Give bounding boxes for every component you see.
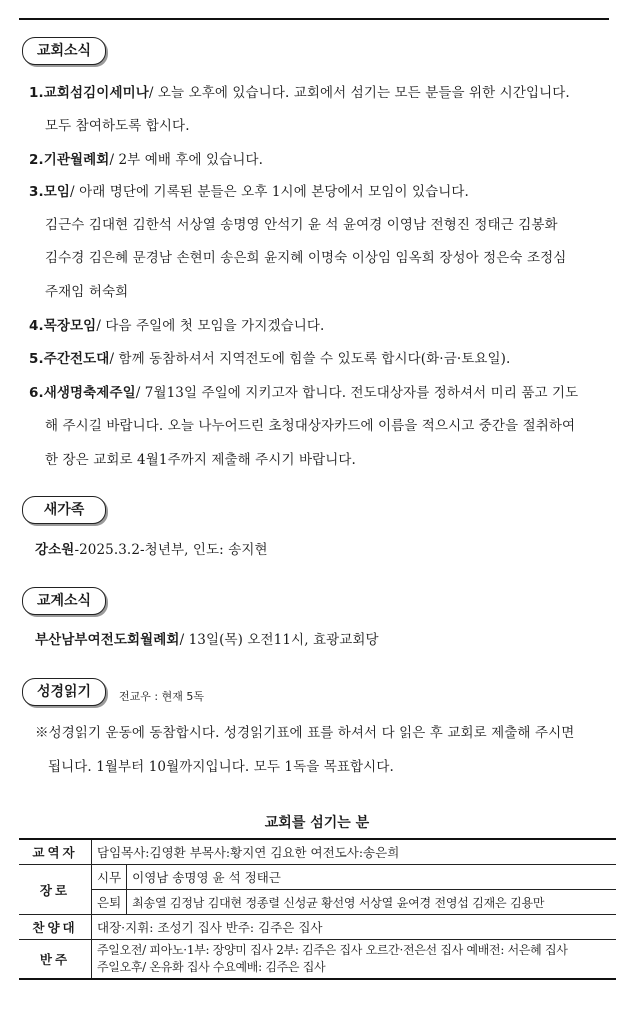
news-item-text: / 다음 주일에 첫 모임을 가지겠습니다.	[96, 318, 325, 334]
related-news-entry	[35, 628, 379, 648]
sub-role-active: 시무	[92, 865, 127, 890]
news-item-title: 기관월례회	[43, 152, 110, 168]
news-item-number: 1.	[29, 85, 44, 101]
new-family-detail: -2025.3.2-청년부, 인도: 송지현	[74, 542, 268, 558]
news-item-number: 5.	[29, 351, 44, 367]
accompanist-line-1: 주일오전/ 피아노·1부: 장양미 집사 2부: 김주은 집사 오르간·전은선 집사 예배전: 서은혜 집사	[97, 943, 568, 957]
news-item-number: 6.	[29, 385, 44, 401]
related-news-title: 부산남부여전도회월례회	[35, 632, 180, 648]
news-item-text: / 7월13일 주일에 지키고자 합니다. 전도대상자를 정하셔서 미리 품고 기도	[135, 385, 579, 401]
news-item-6-cont-1: 해 주시길 바랍니다. 오늘 나누어드린 초청대상자카드에 이름을 적으시고 중간을 절취하여	[45, 418, 576, 434]
news-item-6	[29, 381, 578, 401]
clergy-names: 담임목사:김영환 부목사:황지연 김요한 여전도사:송은희	[92, 839, 617, 865]
news-item-title: 새생명축제주일	[43, 385, 136, 401]
role-clergy: 교역자	[19, 839, 92, 865]
table-row	[19, 940, 616, 980]
news-item-5	[29, 347, 510, 367]
news-item-3	[29, 180, 469, 200]
choir-names: 대장·지휘: 조성기 집사 반주: 김주은 집사	[92, 915, 617, 940]
news-item-text: / 2부 예배 후에 있습니다.	[109, 152, 264, 168]
news-item-title: 교회섬김이세미나	[43, 85, 149, 101]
meeting-names-3: 주재임 허숙희	[45, 284, 129, 300]
new-family-name: 강소원	[35, 542, 75, 558]
accompanist-names	[92, 940, 617, 980]
news-item-number: 3.	[29, 184, 44, 200]
role-choir: 찬양대	[19, 915, 92, 940]
meeting-names-1: 김근수 김대현 김한석 서상열 송명영 안석기 윤 석 윤여경 이영남 전형진 정태근 김봉화	[45, 217, 558, 233]
sub-role-retired: 은퇴	[92, 890, 127, 915]
new-family-heading: 새가족	[22, 496, 106, 524]
news-item-number: 4.	[29, 318, 44, 334]
news-item-title: 목장모임	[43, 318, 97, 334]
church-news-heading: 교회소식	[22, 37, 106, 65]
related-news-detail: / 13일(목) 오전11시, 효광교회당	[179, 632, 379, 648]
news-item-text: / 함께 동참하셔서 지역전도에 힘쓸 수 있도록 합시다(화·금·토요일).	[109, 351, 511, 367]
role-accompanist: 반주	[19, 940, 92, 980]
table-row	[19, 915, 616, 940]
news-item-text: / 아래 명단에 기록된 분들은 오후 1시에 본당에서 모임이 있습니다.	[70, 184, 469, 200]
news-item-number: 2.	[29, 152, 44, 168]
staff-title: 교회를 섬기는 분	[264, 815, 370, 831]
staff-table	[19, 838, 616, 980]
news-item-1	[29, 81, 570, 101]
related-news-heading: 교계소식	[22, 587, 106, 615]
news-item-text: / 오늘 오후에 있습니다. 교회에서 섬기는 모든 분들을 위한 시간입니다.	[148, 85, 570, 101]
new-family-entry	[35, 538, 268, 558]
table-row	[19, 839, 616, 865]
bible-reading-line-1: ※성경읽기 운동에 동참합시다. 성경읽기표에 표를 하셔서 다 읽은 후 교회로 제출해 주시면	[35, 725, 575, 741]
news-item-4	[29, 314, 324, 334]
active-elder-names: 이영남 송명영 윤 석 정태근	[127, 865, 616, 890]
news-item-6-cont-2: 한 장은 교회로 4월1주까지 제출해 주시기 바랍니다.	[45, 452, 356, 468]
news-item-1-cont: 모두 참여하도록 합시다.	[45, 118, 190, 134]
accompanist-line-2: 주일오후/ 온유화 집사 수요예배: 김주은 집사	[97, 960, 326, 974]
table-row	[19, 890, 616, 915]
top-rule	[19, 18, 609, 20]
news-item-title: 모임	[43, 184, 71, 200]
bible-reading-line-2: 됩니다. 1월부터 10월까지입니다. 모두 1독을 목표합시다.	[48, 759, 394, 775]
bible-reading-note: 전교우 : 현재 5독	[119, 690, 204, 703]
table-row	[19, 865, 616, 890]
retired-elder-names: 최송열 김정남 김대현 정종렬 신성균 황선영 서상열 윤여경 전영섭 김재은 김용만	[127, 890, 616, 915]
meeting-names-2: 김수경 김은혜 문경남 손현미 송은희 윤지혜 이명숙 이상임 임옥희 장성아 정은숙 조정심	[45, 250, 567, 266]
bible-reading-heading: 성경읽기	[22, 678, 106, 706]
role-elder: 장로	[19, 865, 92, 915]
news-item-2	[29, 148, 263, 168]
news-item-title: 주간전도대	[43, 351, 110, 367]
